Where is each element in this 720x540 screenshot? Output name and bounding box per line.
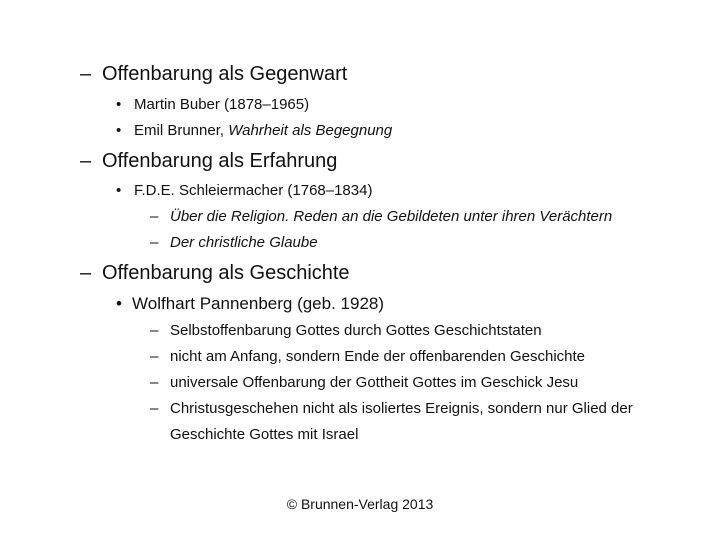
sub-item-text: Christusgeschehen nicht als isoliertes Ereignis, sondern nur Glied der Geschichte Gottes mit Israel (170, 400, 633, 443)
section-title: Offenbarung als Gegenwart (102, 63, 348, 85)
sub-item-text: Über die Religion. Reden an die Gebildeten unter ihren Verächtern (170, 208, 613, 225)
dash-marker: – (80, 63, 92, 85)
dash-marker: – (80, 150, 92, 172)
sub-item-text: Der christliche Glaube (170, 234, 318, 251)
section-title: Offenbarung als Geschichte (102, 262, 350, 284)
book-title: Wahrheit als Begegnung (228, 122, 393, 139)
bullet-text: F.D.E. Schleiermacher (1768–1834) (134, 182, 373, 199)
dash-marker: – (150, 374, 159, 391)
bullet-marker: • (116, 294, 122, 313)
dash-marker: – (150, 400, 159, 417)
sub-item-text: nicht am Anfang, sondern Ende der offenbarenden Geschichte (170, 348, 586, 365)
section-title: Offenbarung als Erfahrung (102, 150, 338, 172)
bullet-marker: • (116, 122, 122, 139)
bullet-marker: • (116, 182, 122, 199)
bullet-text: Martin Buber (1878–1965) (134, 96, 310, 113)
bullet-text: Wolfhart Pannenberg (geb. 1928) (132, 294, 385, 313)
bullet-text (134, 122, 392, 139)
dash-marker: – (150, 348, 159, 365)
copyright-footer: © Brunnen-Verlag 2013 (286, 496, 434, 512)
dash-marker: – (150, 322, 159, 339)
sub-item-text: universale Offenbarung der Gottheit Gottes im Geschick Jesu (170, 374, 579, 391)
dash-marker: – (150, 208, 159, 225)
dash-marker: – (150, 234, 159, 251)
bullet-marker: • (116, 96, 122, 113)
sub-item-text: Selbstoffenbarung Gottes durch Gottes Geschichtstaten (170, 322, 542, 339)
dash-marker: – (80, 262, 92, 284)
bullet-text-plain: Emil Brunner, (134, 122, 229, 139)
